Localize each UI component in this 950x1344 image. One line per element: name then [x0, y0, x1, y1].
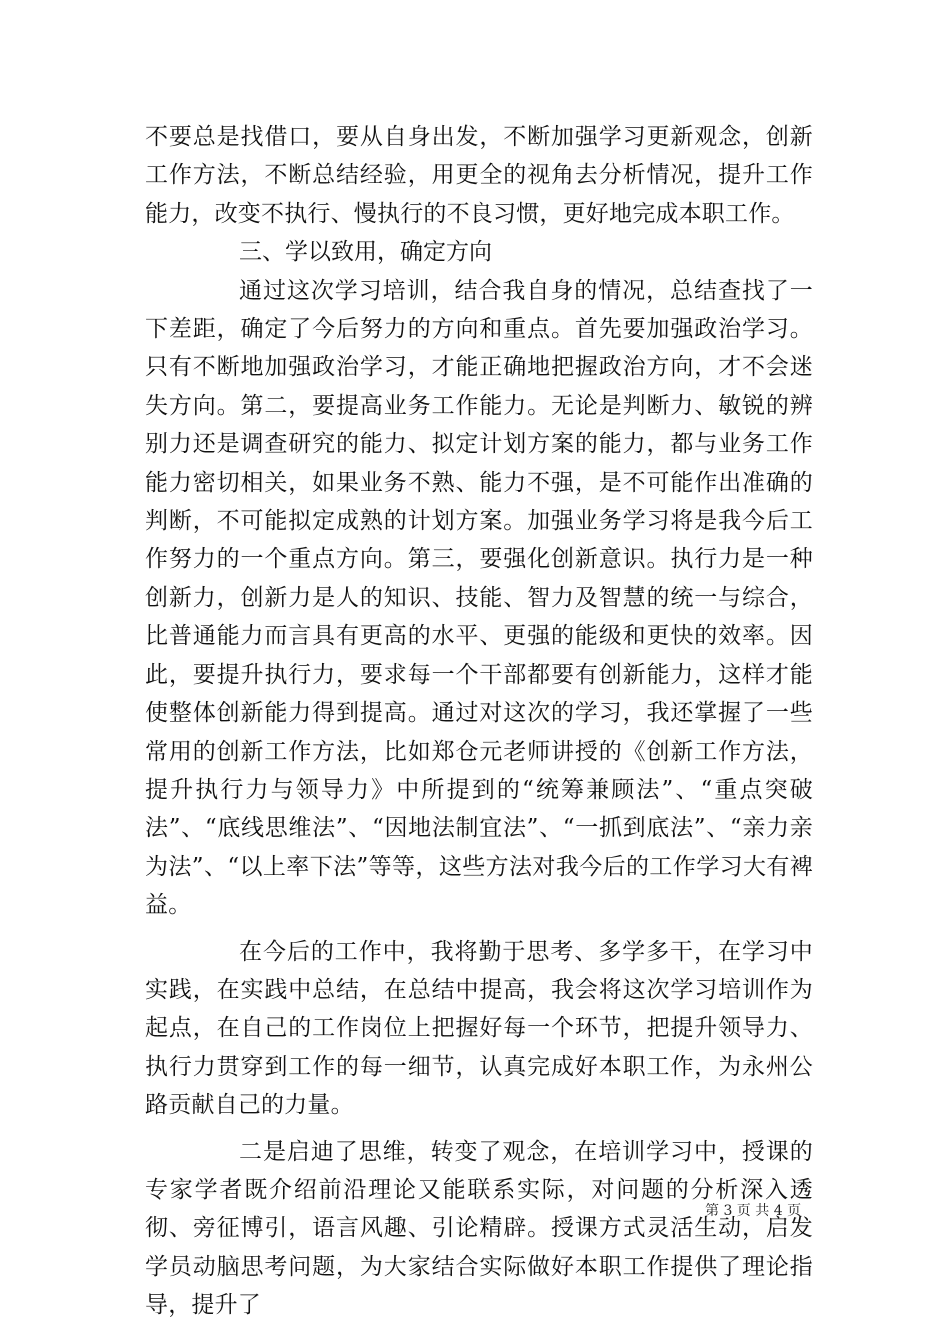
section-heading: 三、学以致用，确定方向	[239, 239, 492, 266]
paragraph-gap	[145, 925, 813, 933]
paragraph-continuation: 不要总是找借口，要从自身出发，不断加强学习更新观念，创新工作方法，不断总结经验，用更全的视角去分析情况，提升工作能力，改变不执行、慢执行的不良习惯，更好地完成本职工作。	[145, 124, 813, 227]
paragraph-future-work: 在今后的工作中，我将勤于思考、多学多干，在学习中实践，在实践中总结，在总结中提高，我会将这次学习培训作为起点，在自己的工作岗位上把握好每一个环节，把提升领导力、执行力贯穿到工作的每一细节，认真完成好本职工作，为永州公路贡献自己的力量。	[145, 938, 813, 1119]
paragraph-direction: 通过这次学习培训，结合我自身的情况，总结查找了一下差距，确定了今后努力的方向和重点。首先要加强政治学习。只有不断地加强政治学习，才能正确地把握政治方向，才不会迷失方向。第二，要提高业务工作能力。无论是判断力、敏锐的辨别力还是调查研究的能力、拟定计划方案的能力，都与业务工作能力密切相关，如果业务不熟、能力不强，是不可能作出准确的判断，不可能拟定成熟的计划方案。加强业务学习将是我今后工作努力的一个重点方向。第三，要强化创新意识。执行力是一种创新力，创新力是人的知识、技能、智力及智慧的统一与综合，比普通能力而言具有更高的水平、更强的能级和更快的效率。因此，要提升执行力，要求每一个干部都要有创新能力，这样才能使整体创新能力得到提高。通过对这次的学习，我还掌握了一些常用的创新工作方法，比如郑仓元老师讲授的《创新工作方法，提升执行力与领导力》中所提到的“统筹兼顾法”、“重点突破法”、“底线思维法”、“因地法制宜法”、“一抓到底法”、“亲力亲为法”、“以上率下法”等等，这些方法对我今后的工作学习大有裨益。	[145, 277, 813, 919]
document-body	[145, 118, 813, 1325]
page-footer: 第 3 页 共 4 页	[705, 1203, 802, 1219]
paragraph-gap	[145, 1125, 813, 1133]
paragraph-inspiration: 二是启迪了思维，转变了观念，在培训学习中，授课的专家学者既介绍前沿理论又能联系实际，对问题的分析深入透彻、旁征博引，语言风趣、引论精辟。授课方式灵活生动，启发学员动脑思考问题，为大家结合实际做好本职工作提供了理论指导，提升了	[145, 1138, 813, 1319]
